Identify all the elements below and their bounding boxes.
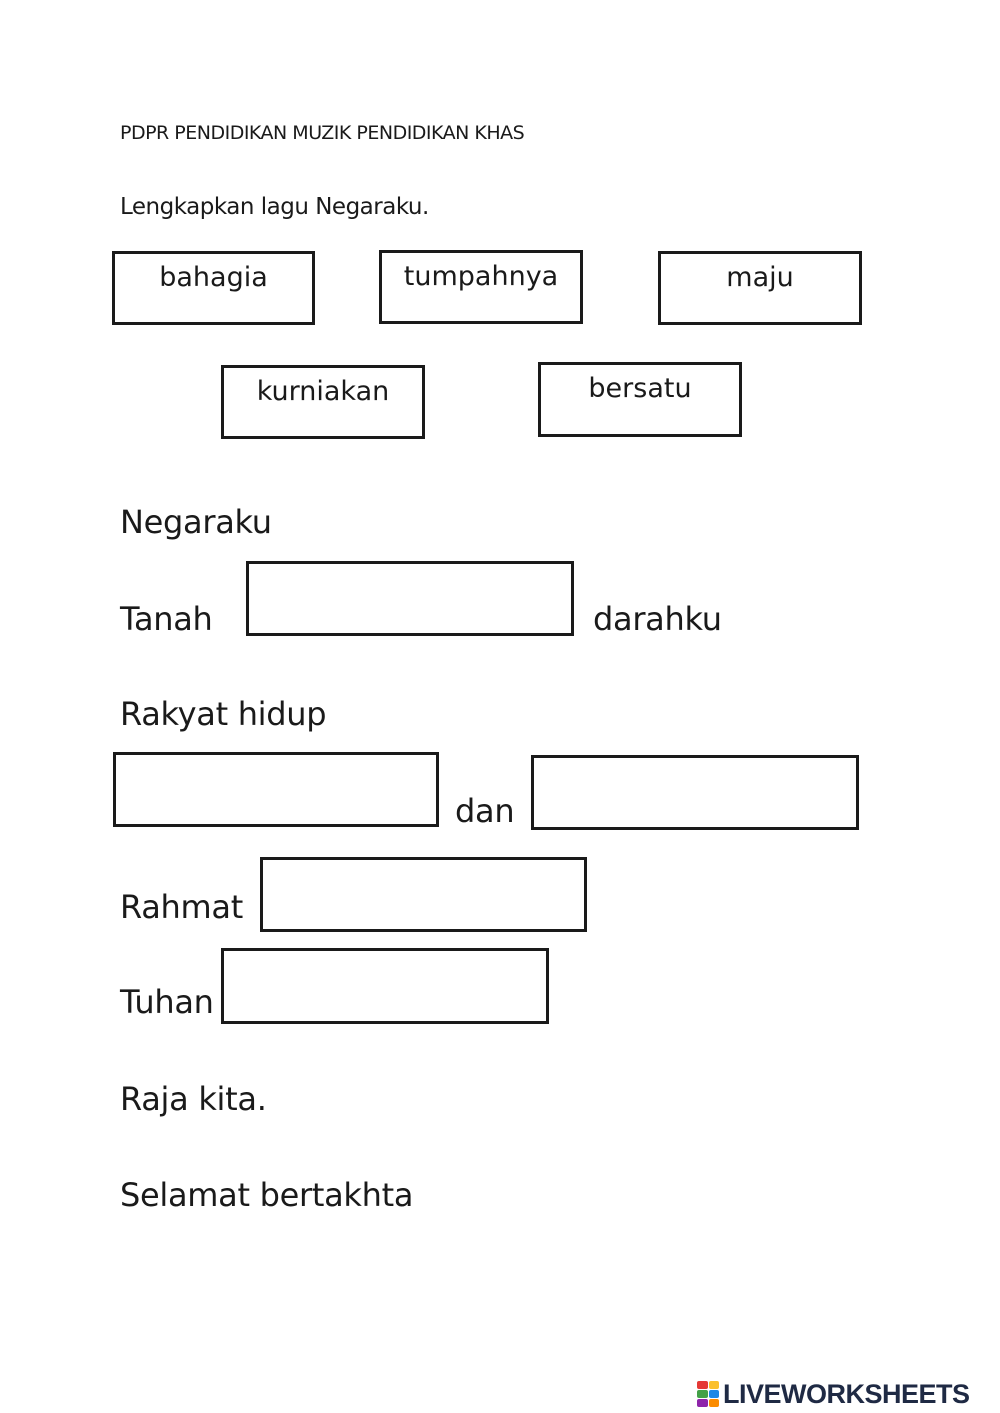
logo-tile	[709, 1390, 720, 1398]
liveworksheets-logo	[697, 1378, 970, 1410]
answer-box-5[interactable]	[221, 948, 549, 1024]
lyric-rakyat-hidup: Rakyat hidup	[120, 695, 327, 733]
lyric-dan: dan	[455, 792, 515, 830]
lyric-tuhan: Tuhan	[120, 983, 214, 1021]
logo-tile	[697, 1399, 708, 1407]
word-option-tumpahnya[interactable]: tumpahnya	[379, 250, 583, 324]
lyric-raja-kita: Raja kita.	[120, 1080, 267, 1118]
liveworksheets-logo-icon	[697, 1381, 719, 1407]
answer-box-3[interactable]	[531, 755, 859, 830]
lyric-selamat-bertakhta: Selamat bertakhta	[120, 1176, 414, 1214]
logo-tile	[697, 1390, 708, 1398]
instruction-text: Lengkapkan lagu Negaraku.	[120, 194, 429, 220]
word-option-maju[interactable]: maju	[658, 251, 862, 325]
lyric-darahku: darahku	[593, 600, 722, 638]
logo-tile	[709, 1381, 720, 1389]
word-option-bersatu[interactable]: bersatu	[538, 362, 742, 437]
word-option-bahagia[interactable]: bahagia	[112, 251, 315, 325]
lyric-tanah: Tanah	[120, 600, 213, 638]
worksheet-title: PDPR PENDIDIKAN MUZIK PENDIDIKAN KHAS	[120, 122, 525, 144]
logo-tile	[709, 1399, 720, 1407]
logo-tile	[697, 1381, 708, 1389]
answer-box-4[interactable]	[260, 857, 587, 932]
answer-box-1[interactable]	[246, 561, 574, 636]
liveworksheets-brand-text: LIVEWORKSHEETS	[723, 1378, 970, 1409]
answer-box-2[interactable]	[113, 752, 439, 827]
lyric-negaraku: Negaraku	[120, 503, 272, 541]
word-option-kurniakan[interactable]: kurniakan	[221, 365, 425, 439]
lyric-rahmat: Rahmat	[120, 888, 243, 926]
